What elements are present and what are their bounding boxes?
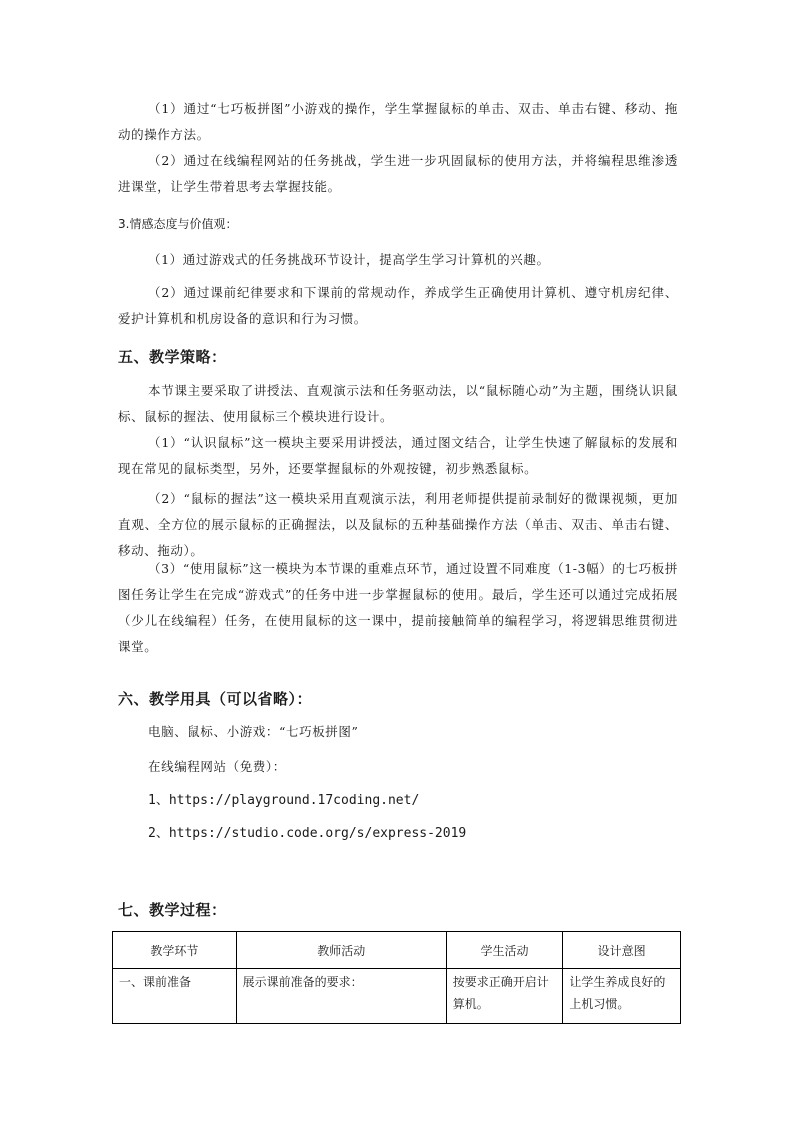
tools-line-1: 电脑、鼠标、小游戏：“七巧板拼图”: [148, 724, 359, 739]
strategy-intro: 本节课主要采取了讲授法、直观演示法和任务驱动法，以“鼠标随心动”为主题，围绕认识鼠标、鼠标的握法、使用鼠标三个模块进行设计。: [118, 383, 678, 424]
column-header: 学生活动: [446, 932, 563, 969]
tools-heading: 六、教学用具（可以省略）：: [118, 690, 313, 708]
table-row: [113, 969, 681, 1024]
attitude-paragraph-1: （1）通过游戏式的任务挑战环节设计，提高学生学习计算机的兴趣。: [148, 252, 550, 267]
strategy-paragraph-3: （3）“使用鼠标”这一模块为本节课的重难点环节，通过设置不同难度（1-3幅）的七巧板拼图任务让学生在完成“游戏式”的任务中进一步掌握鼠标的使用。最后，学生还可以通过完成拓展（少儿在线编程）任务，在使用鼠标的这一课中，提前接触简单的编程学习，将逻辑思维贯彻进课堂。: [118, 561, 678, 654]
table-cell: 按要求正确开启计算机。: [446, 969, 563, 1024]
column-header: 设计意图: [563, 932, 681, 969]
strategy-paragraph-2: （2）“鼠标的握法”这一模块采用直观演示法，利用老师提供提前录制好的微课视频，更加直观、全方位的展示鼠标的正确握法，以及鼠标的五种基础操作方法（单击、双击、单击右键、移动、拖动）。: [118, 491, 678, 558]
table-header-row: [113, 932, 681, 969]
table-cell: 一、课前准备: [113, 969, 237, 1024]
tools-url-1: 1、https://playground.17coding.net/: [148, 793, 420, 808]
column-header: 教学环节: [113, 932, 237, 969]
process-heading: 七、教学过程：: [118, 901, 227, 919]
tools-url-2: 2、https://studio.code.org/s/express-2019: [148, 826, 467, 841]
attitude-heading: 3.情感态度与价值观：: [118, 217, 238, 231]
teaching-process-table: [112, 931, 681, 1024]
attitude-paragraph-2: （2）通过课前纪律要求和下课前的常规动作，养成学生正确使用计算机、遵守机房纪律、爱护计算机和机房设备的意识和行为习惯。: [118, 285, 678, 326]
skills-paragraph-1: （1）通过“七巧板拼图”小游戏的操作，学生掌握鼠标的单击、双击、单击右键、移动、拖动的操作方法。: [118, 101, 678, 142]
column-header: 教师活动: [236, 932, 446, 969]
tools-line-2: 在线编程网站（免费）：: [148, 759, 286, 774]
strategy-paragraph-1: （1）“认识鼠标”这一模块主要采用讲授法，通过图文结合，让学生快速了解鼠标的发展和现在常见的鼠标类型，另外，还要掌握鼠标的外观按键，初步熟悉鼠标。: [118, 435, 678, 476]
table-cell: 展示课前准备的要求：: [236, 969, 446, 1024]
strategy-heading: 五、教学策略：: [118, 348, 227, 366]
table-cell: 让学生养成良好的上机习惯。: [563, 969, 681, 1024]
skills-paragraph-2: （2）通过在线编程网站的任务挑战，学生进一步巩固鼠标的使用方法，并将编程思维渗透进课堂，让学生带着思考去掌握技能。: [118, 153, 678, 194]
